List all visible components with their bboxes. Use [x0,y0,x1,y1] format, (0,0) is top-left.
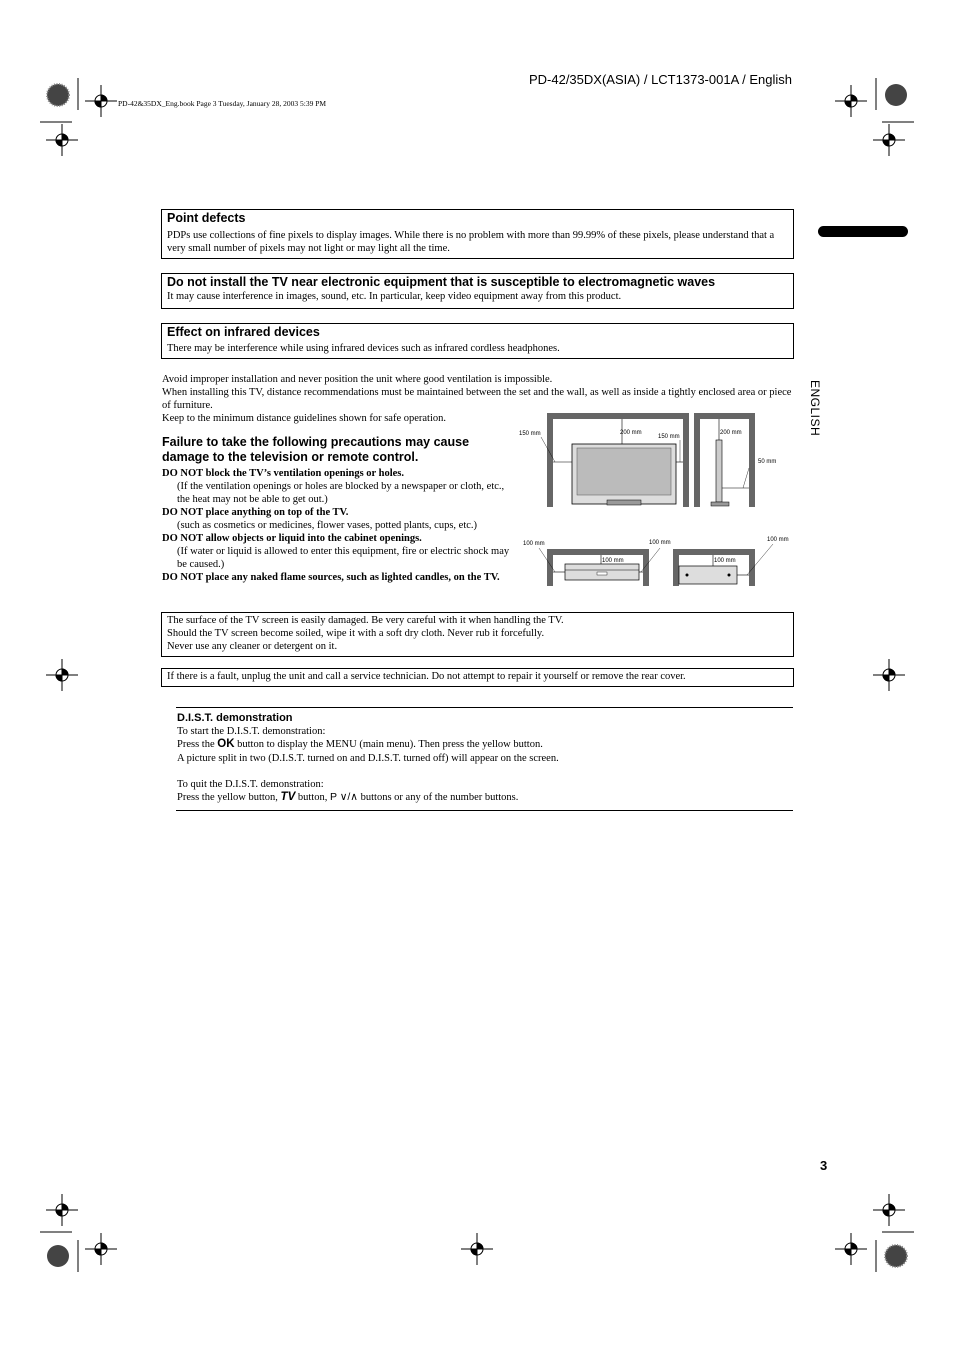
infrared-title: Effect on infrared devices [167,325,320,339]
language-tab-bar [818,226,908,237]
p-button-label: P ∨/∧ [329,791,358,804]
dist-press-line [177,738,793,751]
language-tab-label: ENGLISH [808,380,822,437]
screen-care-box [161,612,794,657]
installation-line-2: When installing this TV, distance recommendations must be maintained between the set and the wall, as well as inside a tightly enclosed area or piece of furniture. [162,387,792,411]
dist-press-prefix: Press the [177,739,218,751]
point-defects-body: PDPs use collections of fine pixels to display images. While there is no problem with more than 99.99% of these pixels, please understand that a very small number of pixels may not light or may light all the time. [167,230,775,254]
installation-line-1: Avoid improper installation and never position the unit where good ventilation is impossible. [162,374,553,385]
dist-press-suffix: button to display the MENU (main menu). Then press the yellow button. [234,739,543,751]
fault-box [161,668,794,687]
model-info: PD-42/35DX(ASIA) / LCT1373-001A / English [528,72,792,87]
infrared-body: There may be interference while using infrared devices such as infrared cordless headphones. [167,343,560,354]
screen-care-line-2: Should the TV screen become soiled, wipe it with a soft dry cloth. Never rub it forcefully. [167,628,545,639]
screen-care-line-1: The surface of the TV screen is easily damaged. Be very careful with it when handling the TV. [167,615,564,626]
precautions-heading: Failure to take the following precautions may cause damage to the television or remote control. [162,435,470,464]
side-top-label: 200 mm [720,430,742,436]
electromagnetic-box [161,273,794,309]
dist-quit-suffix: buttons or any of the number buttons. [358,792,519,804]
precautions-section [162,435,514,584]
unit-front-diagram [539,548,660,586]
unit-top-label: 100 mm [602,558,624,564]
electromagnetic-body: It may cause interference in images, sound, etc. In particular, keep video equipment away from this product. [167,291,622,302]
dist-title: D.I.S.T. demonstration [177,712,293,724]
precaution-detail: (If water or liquid is allowed to enter this equipment, fire or electric shock may be caused.) [177,546,510,570]
installation-line-3: Keep to the minimum distance guidelines shown for safe operation. [162,413,447,424]
point-defects-title: Point defects [167,211,246,225]
dist-quit-middle: button, [295,792,330,804]
precaution-detail: (such as cosmetics or medicines, flower vases, potted plants, cups, etc.) [177,520,478,531]
precautions-list [162,467,514,584]
clearance-diagram [515,410,795,595]
precaution-detail: (If the ventilation openings or holes are blocked by a newspaper or cloth, etc., the heat may not be able to get out.) [177,481,505,505]
front-right-label: 150 mm [658,434,680,440]
precaution-title: DO NOT place any naked flame sources, such as lighted candles, on the TV. [162,572,500,583]
infrared-box [161,323,794,359]
side-back-label: 50 mm [758,459,777,465]
precaution-title: DO NOT allow objects or liquid into the cabinet openings. [162,533,422,544]
ok-button-label: OK [217,738,235,751]
electromagnetic-title: Do not install the TV near electronic equipment that is susceptible to electromagnetic waves [167,275,716,289]
unit-side-top-label: 100 mm [714,558,736,564]
page-number: 3 [820,1158,828,1173]
unit-left-label: 100 mm [523,541,545,547]
front-view-diagram [541,416,686,507]
unit-side-diagram [676,544,773,586]
screen-care-line-3: Never use any cleaner or detergent on it. [167,641,338,652]
dist-quit-prefix: Press the yellow button, [177,792,281,804]
dist-quit-intro: To quit the D.I.S.T. demonstration: [177,778,324,790]
dist-quit-line [177,791,793,804]
dist-section [177,712,793,804]
fault-text: If there is a fault, unplug the unit and call a service technician. Do not attempt to repair it yourself or remove the rear cover. [167,671,686,682]
unit-side-back-label: 100 mm [767,537,789,543]
precaution-title: DO NOT block the TV’s ventilation openings or holes. [162,468,405,479]
dist-result: A picture split in two (D.I.S.T. turned on and D.I.S.T. turned off) will appear on the screen. [177,752,559,764]
dist-start-intro: To start the D.I.S.T. demonstration: [177,726,326,738]
precaution-title: DO NOT place anything on top of the TV. [162,507,349,518]
book-info: PD-42&35DX_Eng.book Page 3 Tuesday, January 28, 2003 5:39 PM [118,99,327,108]
dist-bottom-rule [176,810,793,811]
dist-top-rule [176,707,793,708]
point-defects-box [161,209,794,259]
unit-right-label: 100 mm [649,540,671,546]
front-top-label: 200 mm [620,430,642,436]
front-left-label: 150 mm [519,431,541,437]
tv-button-label: TV [280,791,296,804]
